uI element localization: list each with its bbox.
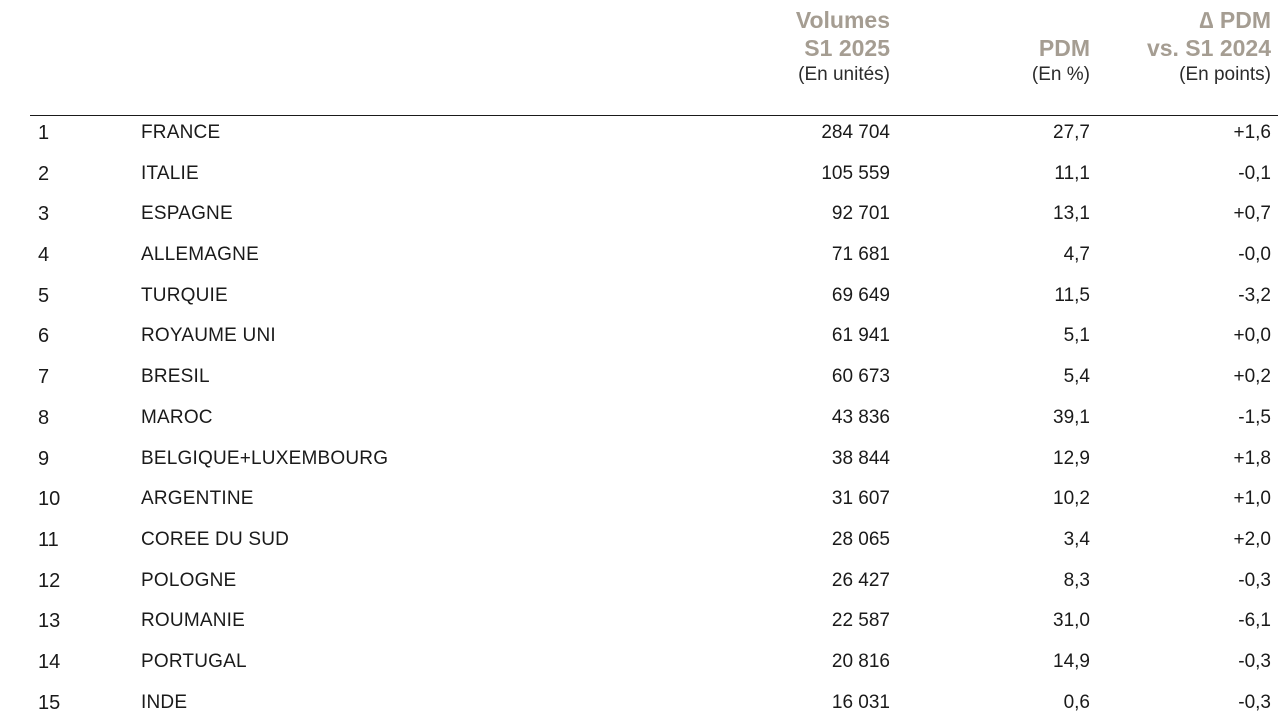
volume-cell: 284 704 (821, 122, 890, 143)
pdm-unit: (En %) (1031, 64, 1090, 85)
delta-pdm-cell: +0,7 (1233, 203, 1271, 225)
table-row (0, 403, 1280, 444)
rank-cell: 8 (38, 406, 50, 429)
rank-cell: 2 (38, 162, 50, 185)
pdm-column-header (1032, 34, 1090, 88)
delta-pdm-cell: -3,2 (1238, 284, 1271, 306)
volumes-title-line2: S1 2025 (804, 35, 890, 61)
table-row (0, 199, 1280, 240)
volume-cell: 43 836 (831, 406, 890, 428)
country-cell: INDE (141, 691, 188, 713)
volume-cell: 38 844 (831, 447, 890, 469)
delta-pdm-cell: -0,0 (1238, 244, 1271, 266)
delta-unit: (En points) (1179, 64, 1271, 85)
table-row (0, 159, 1280, 200)
pdm-cell: 10,2 (1053, 488, 1090, 510)
pdm-cell: 4,7 (1063, 244, 1090, 266)
pdm-cell: 11,5 (1054, 284, 1090, 306)
table-row (0, 566, 1280, 607)
rank-cell: 1 (38, 122, 50, 144)
country-cell: ITALIE (141, 162, 199, 184)
rank-cell: 10 (38, 488, 61, 511)
rank-cell: 7 (38, 366, 50, 389)
table-row (0, 647, 1280, 688)
delta-pdm-cell: +2,0 (1233, 528, 1271, 550)
delta-pdm-cell: -6,1 (1238, 610, 1271, 632)
rank-cell: 4 (38, 244, 50, 267)
rank-cell: 6 (38, 325, 50, 348)
country-cell: MAROC (141, 406, 213, 428)
delta-title-line1: ∆ PDM (1199, 7, 1271, 33)
delta-pdm-column-header (1147, 6, 1271, 88)
delta-pdm-cell: -0,3 (1238, 691, 1271, 713)
delta-pdm-cell: +1,0 (1233, 488, 1271, 510)
volumes-column-header (796, 6, 890, 88)
pdm-cell: 0,6 (1063, 691, 1090, 713)
volume-cell: 20 816 (831, 650, 890, 672)
volume-cell: 22 587 (831, 610, 890, 632)
country-cell: FRANCE (141, 122, 221, 143)
rank-cell: 14 (38, 650, 61, 673)
table-row (0, 362, 1280, 403)
country-cell: PORTUGAL (141, 650, 247, 672)
rank-cell: 15 (38, 691, 61, 714)
volumes-unit: (En unités) (798, 64, 890, 85)
table-row (0, 240, 1280, 281)
table-row (0, 444, 1280, 485)
rank-cell: 9 (38, 447, 50, 470)
rank-cell: 12 (38, 569, 61, 592)
delta-pdm-cell: -0,3 (1238, 569, 1271, 591)
delta-pdm-cell: +0,0 (1233, 325, 1271, 347)
country-cell: TURQUIE (141, 284, 228, 306)
pdm-cell: 12,9 (1053, 447, 1090, 469)
pdm-cell: 3,4 (1063, 528, 1090, 550)
volume-cell: 31 607 (831, 488, 890, 510)
pdm-cell: 11,1 (1054, 162, 1090, 184)
country-cell: ARGENTINE (141, 488, 254, 510)
volume-cell: 26 427 (831, 569, 890, 591)
volume-cell: 60 673 (831, 366, 890, 388)
table-row (0, 606, 1280, 647)
country-cell: POLOGNE (141, 569, 237, 591)
country-cell: ESPAGNE (141, 203, 233, 225)
rank-cell: 13 (38, 610, 61, 633)
pdm-cell: 39,1 (1053, 406, 1090, 428)
pdm-title: PDM (1038, 35, 1090, 61)
volume-cell: 61 941 (831, 325, 890, 347)
country-cell: ALLEMAGNE (141, 244, 259, 266)
table-body (0, 118, 1280, 728)
header-divider (30, 115, 1278, 116)
rank-cell: 3 (38, 203, 50, 226)
table-row (0, 281, 1280, 322)
pdm-cell: 8,3 (1063, 569, 1090, 591)
rank-cell: 5 (38, 284, 50, 307)
volume-cell: 28 065 (831, 528, 890, 550)
country-cell: ROYAUME UNI (141, 325, 276, 347)
country-cell: BELGIQUE+LUXEMBOURG (141, 447, 389, 469)
volume-cell: 92 701 (831, 203, 890, 225)
pdm-cell: 31,0 (1053, 610, 1090, 632)
table-row (0, 484, 1280, 525)
delta-pdm-cell: +0,2 (1233, 366, 1271, 388)
volume-cell: 69 649 (831, 284, 890, 306)
volume-cell: 16 031 (831, 691, 890, 713)
delta-title-line2: vs. S1 2024 (1146, 35, 1271, 61)
delta-pdm-cell: +1,6 (1233, 122, 1271, 143)
pdm-cell: 5,1 (1063, 325, 1090, 347)
country-cell: COREE DU SUD (141, 528, 290, 550)
delta-pdm-cell: -0,3 (1238, 650, 1271, 672)
volume-cell: 105 559 (821, 162, 890, 184)
delta-pdm-cell: +1,8 (1233, 447, 1271, 469)
table-row (0, 525, 1280, 566)
pdm-cell: 13,1 (1053, 203, 1090, 225)
pdm-cell: 5,4 (1063, 366, 1090, 388)
volumes-title-line1: Volumes (795, 7, 890, 33)
pdm-cell: 14,9 (1053, 650, 1090, 672)
delta-pdm-cell: -1,5 (1238, 406, 1271, 428)
pdm-cell: 27,7 (1053, 122, 1090, 143)
rank-cell: 11 (38, 528, 59, 551)
volume-cell: 71 681 (831, 244, 890, 266)
delta-pdm-cell: -0,1 (1238, 162, 1271, 184)
country-cell: ROUMANIE (141, 610, 245, 632)
country-cell: BRESIL (141, 366, 210, 388)
table-row (0, 118, 1280, 159)
table-row (0, 321, 1280, 362)
